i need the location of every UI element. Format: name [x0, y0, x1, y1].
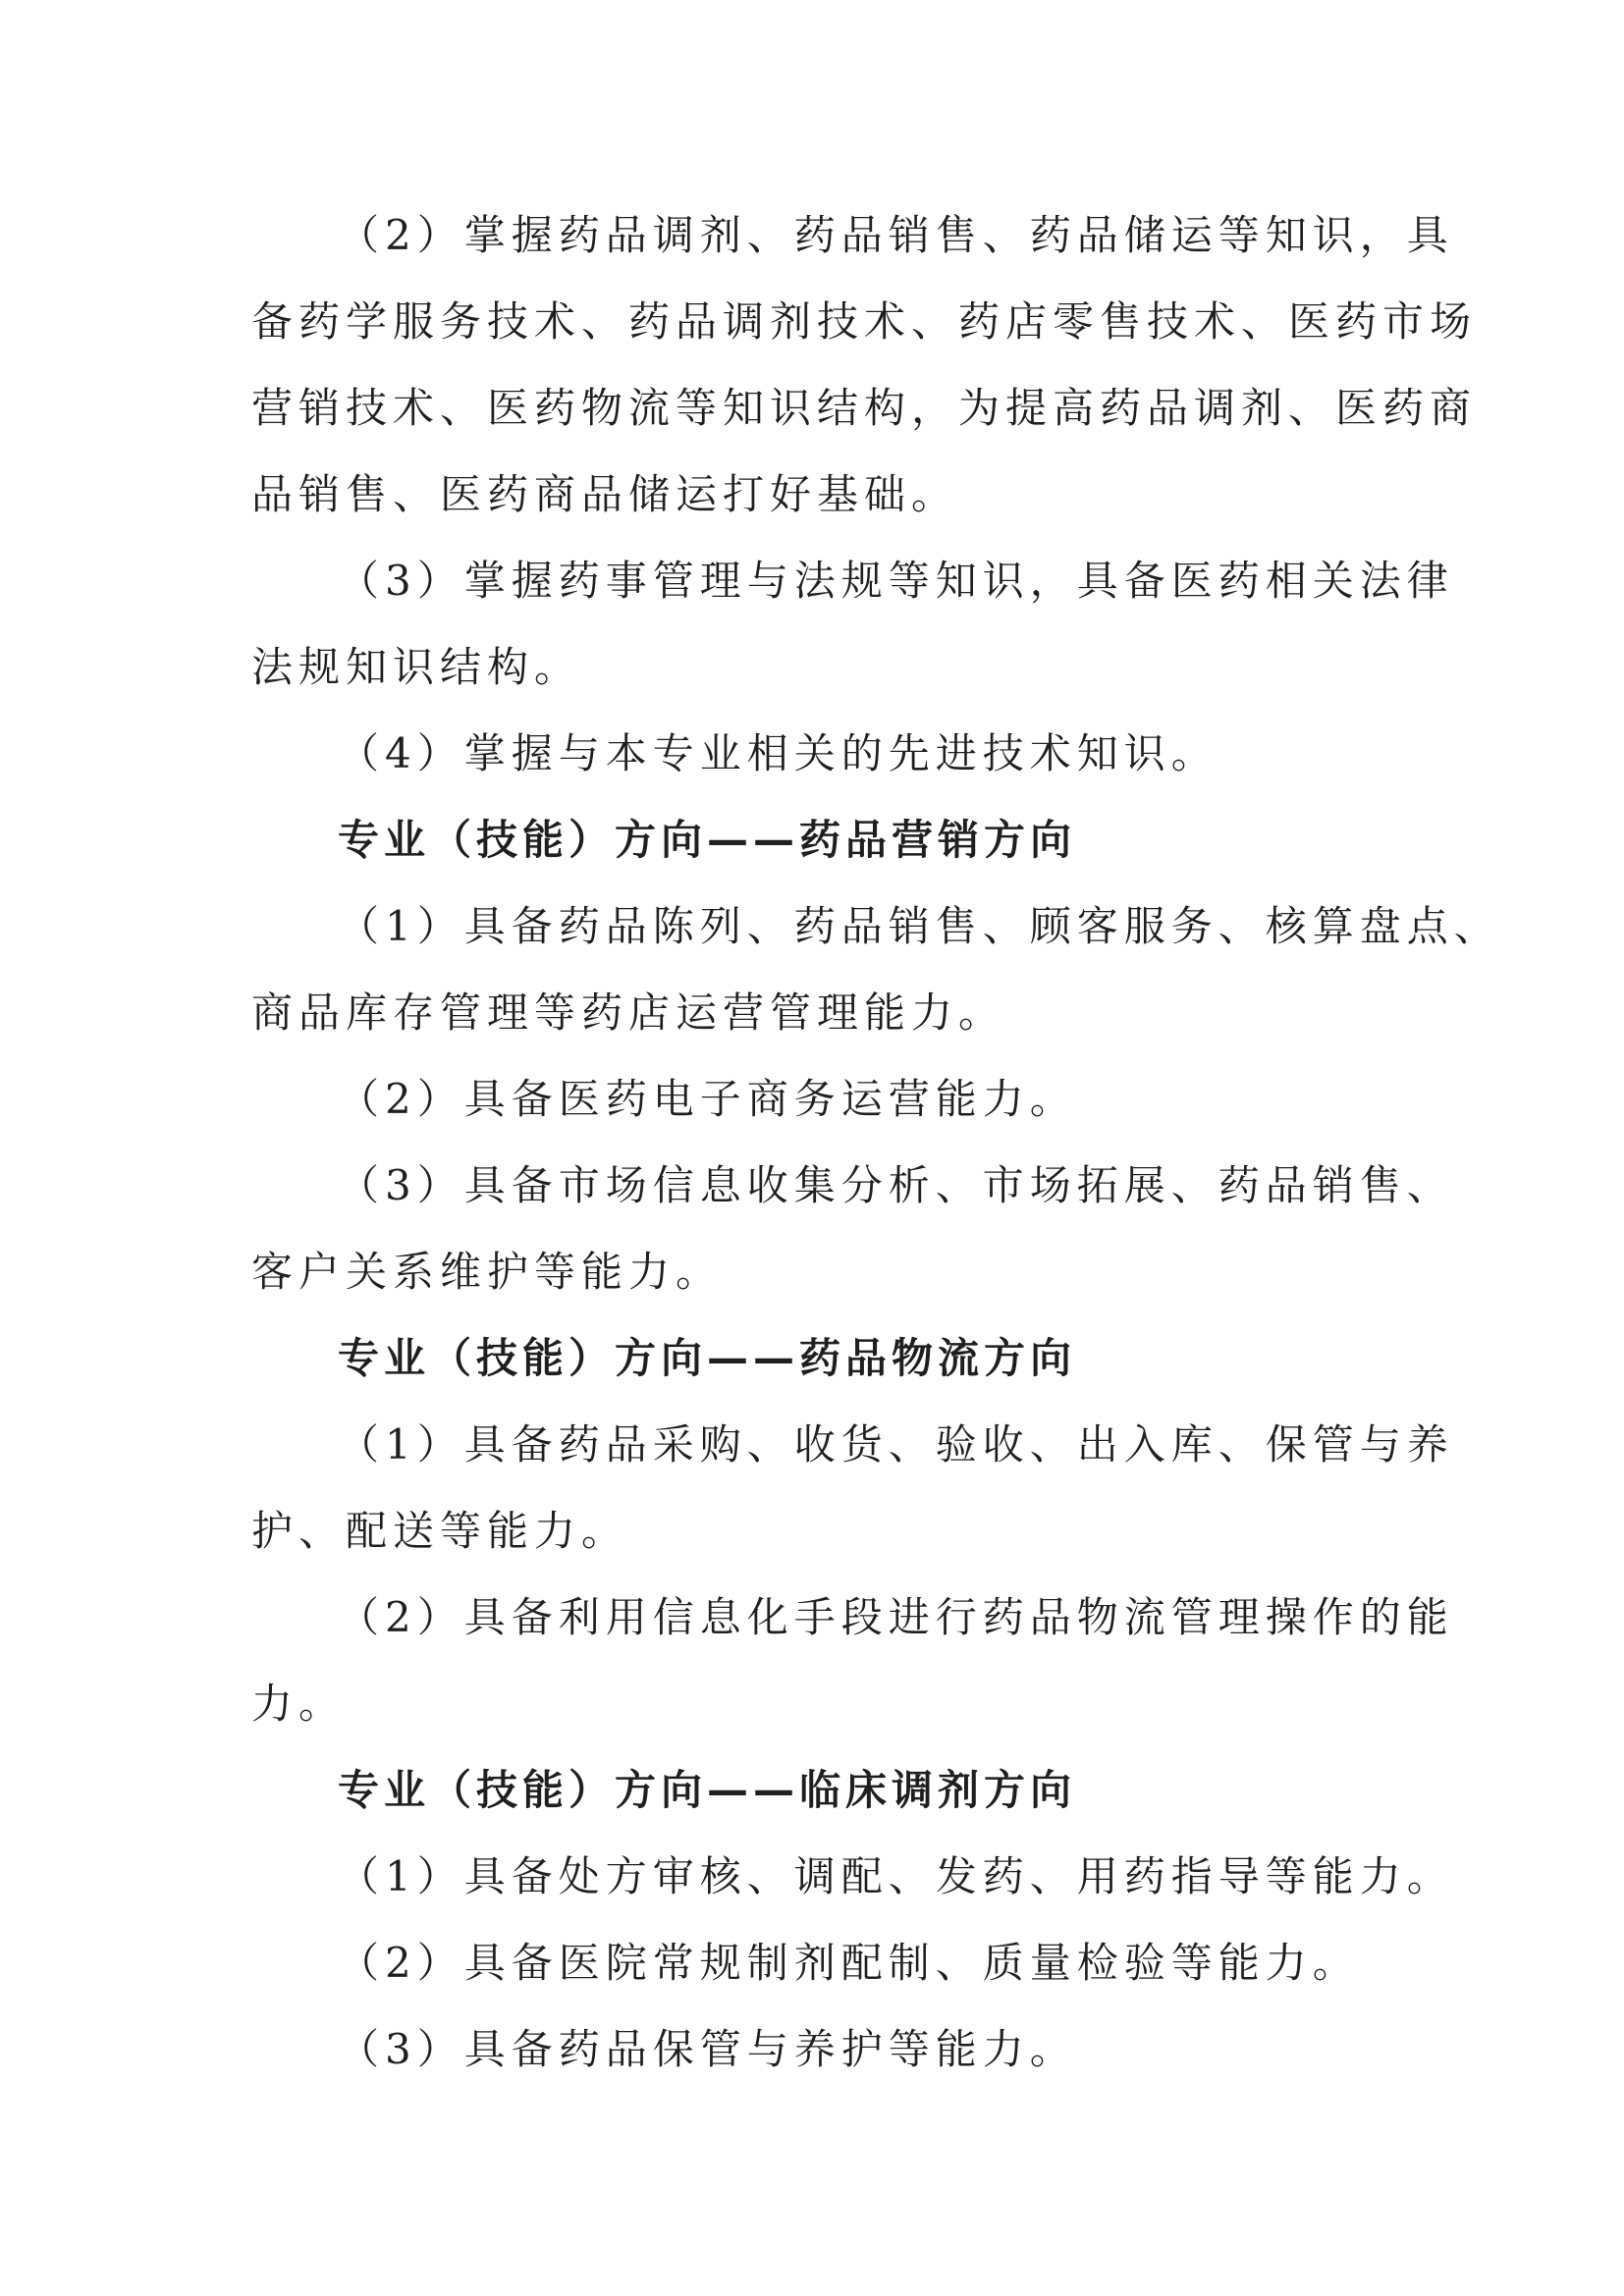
paragraph-1-line-2: 备药学服务技术、药品调剂技术、药店零售技术、医药市场 — [251, 297, 1478, 346]
paragraph-13-line-1: （2）具备医院常规制剂配制、质量检验等能力。 — [338, 1939, 1360, 1987]
paragraph-2-line-1: （3）掌握药事管理与法规等知识，具备医药相关法律 — [338, 557, 1454, 605]
paragraph-2-line-2: 法规知识结构。 — [251, 643, 582, 691]
section-heading-logistics: 专业（技能）方向——药品物流方向 — [338, 1334, 1077, 1382]
section-heading-clinical: 专业（技能）方向——临床调剂方向 — [338, 1766, 1077, 1814]
paragraph-5-line-2: 商品库存管理等药店运营管理能力。 — [251, 988, 1006, 1037]
paragraph-1-line-1: （2）掌握药品调剂、药品销售、药品储运等知识，具 — [338, 211, 1454, 259]
paragraph-5-line-1: （1）具备药品陈列、药品销售、顾客服务、核算盘点、 — [338, 902, 1501, 950]
paragraph-6-line-1: （2）具备医药电子商务运营能力。 — [338, 1075, 1077, 1123]
paragraph-1-line-3: 营销技术、医药物流等知识结构，为提高药品调剂、医药商 — [251, 384, 1478, 432]
paragraph-7-line-2: 客户关系维护等能力。 — [251, 1248, 724, 1296]
paragraph-12-line-1: （1）具备处方审核、调配、发药、用药指导等能力。 — [338, 1852, 1454, 1900]
paragraph-9-line-2: 护、配送等能力。 — [251, 1507, 629, 1555]
paragraph-9-line-1: （1）具备药品采购、收货、验收、出入库、保管与养 — [338, 1420, 1454, 1468]
paragraph-14-line-1: （3）具备药品保管与养护等能力。 — [338, 2025, 1077, 2073]
paragraph-10-line-2: 力。 — [251, 1680, 347, 1728]
paragraph-3-line-1: （4）掌握与本专业相关的先进技术知识。 — [338, 729, 1218, 777]
paragraph-1-line-4: 品销售、医药商品储运打好基础。 — [251, 470, 959, 518]
paragraph-7-line-1: （3）具备市场信息收集分析、市场拓展、药品销售、 — [338, 1161, 1454, 1209]
section-heading-marketing: 专业（技能）方向——药品营销方向 — [338, 816, 1077, 864]
paragraph-10-line-1: （2）具备利用信息化手段进行药品物流管理操作的能 — [338, 1593, 1454, 1641]
